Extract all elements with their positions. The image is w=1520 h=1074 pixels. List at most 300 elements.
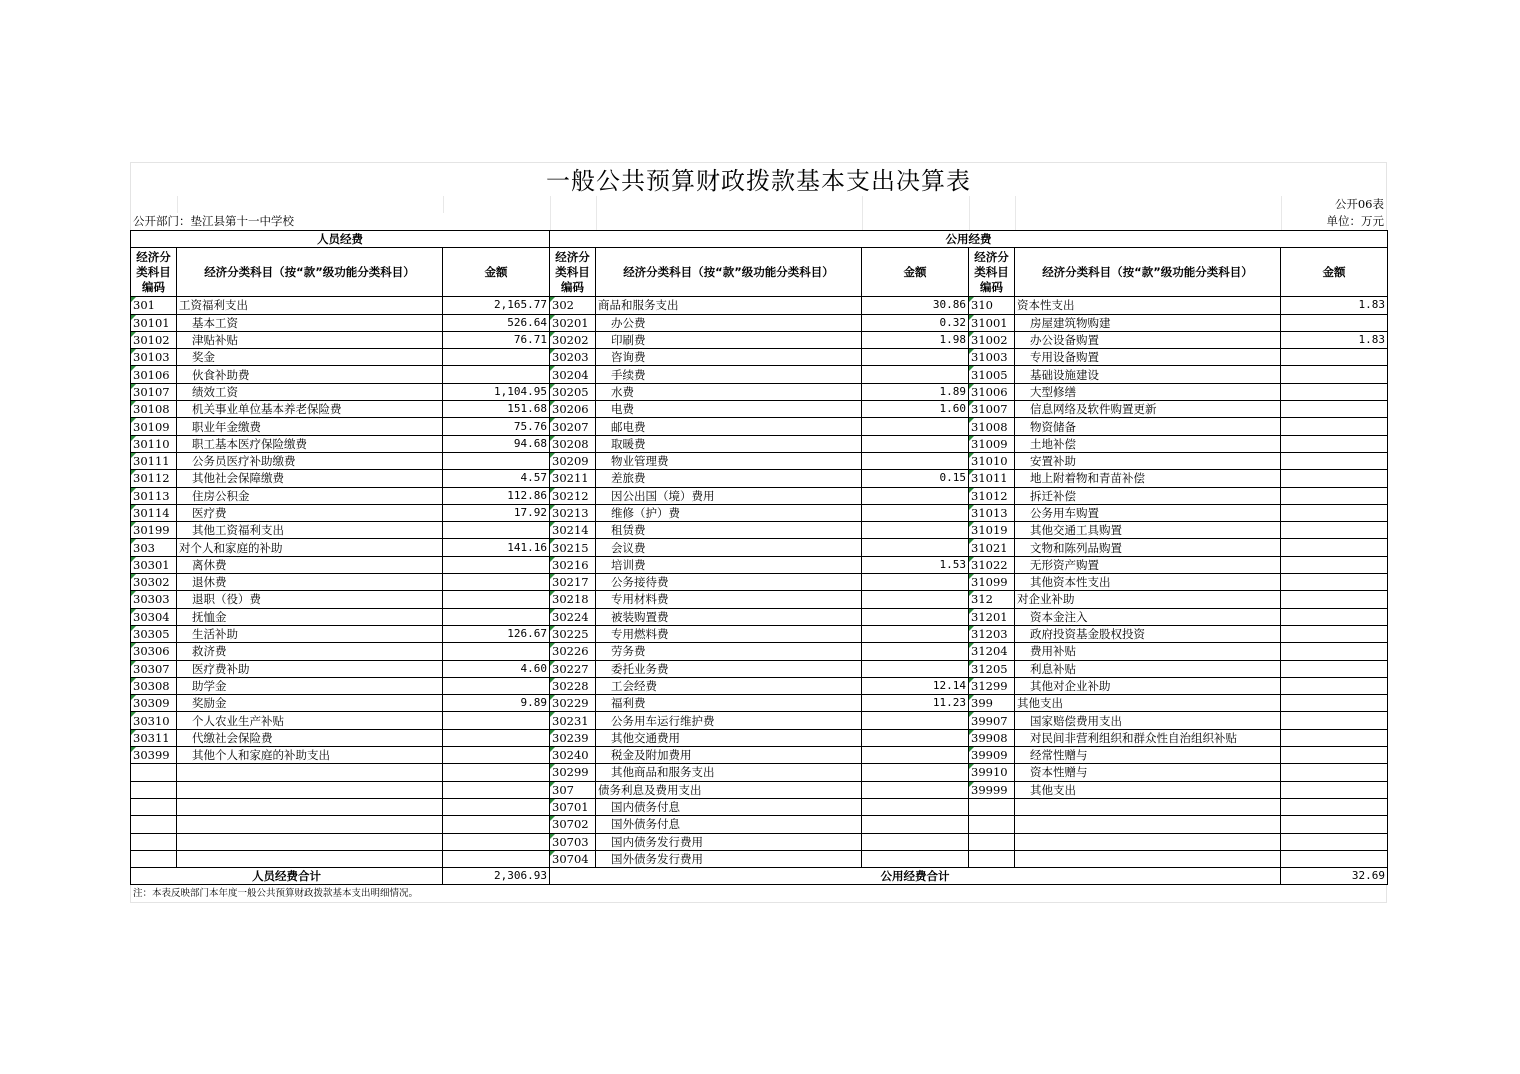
amount-value <box>1281 643 1388 660</box>
account-name: 机关事业单位基本养老保险费 <box>177 401 443 418</box>
amount-value <box>443 574 550 591</box>
table-row <box>131 504 1388 521</box>
account-code: 30204 <box>550 366 596 383</box>
account-name: 政府投资基金股权投资 <box>1015 625 1281 642</box>
account-name: 离休费 <box>177 556 443 573</box>
amount-value <box>443 747 550 764</box>
table-row <box>131 712 1388 729</box>
account-code: 31021 <box>969 539 1015 556</box>
amount-value: 4.57 <box>443 470 550 487</box>
account-code: 312 <box>969 591 1015 608</box>
amount-value <box>1281 608 1388 625</box>
account-code: 30239 <box>550 729 596 746</box>
amount-value <box>1281 539 1388 556</box>
account-name: 国家赔偿费用支出 <box>1015 712 1281 729</box>
account-name: 培训费 <box>596 556 862 573</box>
account-code <box>131 781 177 798</box>
amount-value <box>1281 504 1388 521</box>
account-name: 对民间非营利组织和群众性自治组织补贴 <box>1015 729 1281 746</box>
account-name: 手续费 <box>596 366 862 383</box>
amount-value <box>862 539 969 556</box>
account-code: 39910 <box>969 764 1015 781</box>
account-name: 拆迁补偿 <box>1015 487 1281 504</box>
account-code: 31204 <box>969 643 1015 660</box>
account-name: 国外债务付息 <box>596 816 862 833</box>
account-name: 公务用车购置 <box>1015 504 1281 521</box>
amount-value <box>1281 435 1388 452</box>
amount-value <box>1281 452 1388 469</box>
table-row <box>131 314 1388 331</box>
account-code: 31007 <box>969 401 1015 418</box>
account-name: 救济费 <box>177 643 443 660</box>
amount-value <box>862 747 969 764</box>
header-name: 经济分类科目（按“款”级功能分类科目） <box>177 248 443 297</box>
account-code: 31022 <box>969 556 1015 573</box>
amount-value <box>862 764 969 781</box>
account-code: 30203 <box>550 349 596 366</box>
account-name: 电费 <box>596 401 862 418</box>
account-code: 31002 <box>969 331 1015 348</box>
table-row <box>131 331 1388 348</box>
account-name: 个人农业生产补贴 <box>177 712 443 729</box>
account-code: 39909 <box>969 747 1015 764</box>
amount-value <box>443 712 550 729</box>
amount-value <box>862 418 969 435</box>
account-name: 其他资本性支出 <box>1015 574 1281 591</box>
account-code: 39999 <box>969 781 1015 798</box>
account-code: 30225 <box>550 625 596 642</box>
table-row <box>131 487 1388 504</box>
unit-label: 单位：万元 <box>1326 214 1384 228</box>
account-code: 30231 <box>550 712 596 729</box>
account-code: 30310 <box>131 712 177 729</box>
account-name: 因公出国（境）费用 <box>596 487 862 504</box>
account-name: 伙食补助费 <box>177 366 443 383</box>
account-code: 30304 <box>131 608 177 625</box>
account-name <box>177 833 443 850</box>
account-code: 30101 <box>131 314 177 331</box>
account-code <box>131 833 177 850</box>
account-name: 大型修缮 <box>1015 383 1281 400</box>
table-row <box>131 608 1388 625</box>
header-name: 经济分类科目（按“款”级功能分类科目） <box>596 248 862 297</box>
table-row <box>131 349 1388 366</box>
amount-value: 526.64 <box>443 314 550 331</box>
table-row <box>131 591 1388 608</box>
amount-value: 1.83 <box>1281 297 1388 314</box>
account-name <box>177 798 443 815</box>
account-code: 30111 <box>131 452 177 469</box>
account-name: 文物和陈列品购置 <box>1015 539 1281 556</box>
account-name: 印刷费 <box>596 331 862 348</box>
account-name: 生活补助 <box>177 625 443 642</box>
account-code: 30216 <box>550 556 596 573</box>
account-name: 咨询费 <box>596 349 862 366</box>
account-name: 住房公积金 <box>177 487 443 504</box>
account-code: 30103 <box>131 349 177 366</box>
account-code: 30240 <box>550 747 596 764</box>
amount-value <box>1281 764 1388 781</box>
account-code: 30206 <box>550 401 596 418</box>
amount-value <box>862 349 969 366</box>
table-body <box>131 297 1388 868</box>
account-name: 国内债务付息 <box>596 798 862 815</box>
amount-value <box>443 833 550 850</box>
amount-value: 1.60 <box>862 401 969 418</box>
account-code: 303 <box>131 539 177 556</box>
account-name: 基础设施建设 <box>1015 366 1281 383</box>
account-name: 利息补贴 <box>1015 660 1281 677</box>
account-code: 30112 <box>131 470 177 487</box>
account-name: 其他支出 <box>1015 695 1281 712</box>
account-name: 国外债务发行费用 <box>596 850 862 867</box>
account-name <box>1015 850 1281 867</box>
account-code: 30227 <box>550 660 596 677</box>
account-code: 31008 <box>969 418 1015 435</box>
account-name: 资本性支出 <box>1015 297 1281 314</box>
account-code: 30305 <box>131 625 177 642</box>
account-name: 资本金注入 <box>1015 608 1281 625</box>
amount-value <box>1281 816 1388 833</box>
account-code <box>131 798 177 815</box>
amount-value <box>1281 349 1388 366</box>
public-total-label: 公用经费合计 <box>550 868 1281 885</box>
table-row <box>131 574 1388 591</box>
account-code: 31201 <box>969 608 1015 625</box>
amount-value <box>1281 712 1388 729</box>
department-row <box>130 213 1387 230</box>
account-name: 代缴社会保险费 <box>177 729 443 746</box>
account-code: 30302 <box>131 574 177 591</box>
account-code: 30399 <box>131 747 177 764</box>
account-code: 31013 <box>969 504 1015 521</box>
header-amount: 金额 <box>1281 248 1388 297</box>
amount-value: 11.23 <box>862 695 969 712</box>
table-row <box>131 383 1388 400</box>
account-name: 经常性赠与 <box>1015 747 1281 764</box>
amount-value: 1.53 <box>862 556 969 573</box>
account-name: 国内债务发行费用 <box>596 833 862 850</box>
account-code: 30209 <box>550 452 596 469</box>
account-name: 无形资产购置 <box>1015 556 1281 573</box>
amount-value: 4.60 <box>443 660 550 677</box>
account-code: 30702 <box>550 816 596 833</box>
account-name <box>177 781 443 798</box>
account-code: 30308 <box>131 677 177 694</box>
amount-value: 141.16 <box>443 539 550 556</box>
table-row <box>131 729 1388 746</box>
account-code: 31203 <box>969 625 1015 642</box>
table-row <box>131 798 1388 815</box>
amount-value <box>1281 850 1388 867</box>
account-code: 39907 <box>969 712 1015 729</box>
account-code <box>131 764 177 781</box>
account-code: 30108 <box>131 401 177 418</box>
amount-value <box>862 643 969 660</box>
account-name: 退休费 <box>177 574 443 591</box>
account-code: 30114 <box>131 504 177 521</box>
account-name: 信息网络及软件购置更新 <box>1015 401 1281 418</box>
amount-value <box>862 504 969 521</box>
amount-value <box>1281 401 1388 418</box>
account-name: 助学金 <box>177 677 443 694</box>
amount-value: 76.71 <box>443 331 550 348</box>
account-code <box>969 816 1015 833</box>
account-name: 租赁费 <box>596 522 862 539</box>
amount-value <box>1281 522 1388 539</box>
amount-value <box>1281 591 1388 608</box>
department-name: 公开部门：垫江县第十一中学校 <box>133 214 294 228</box>
account-code: 31299 <box>969 677 1015 694</box>
table-row <box>131 452 1388 469</box>
amount-value <box>862 522 969 539</box>
account-code: 310 <box>969 297 1015 314</box>
table-row <box>131 539 1388 556</box>
personnel-total-value: 2,306.93 <box>443 868 550 885</box>
table-row <box>131 470 1388 487</box>
account-name: 房屋建筑物购建 <box>1015 314 1281 331</box>
account-code: 30224 <box>550 608 596 625</box>
account-name <box>1015 816 1281 833</box>
account-code: 30213 <box>550 504 596 521</box>
amount-value <box>862 712 969 729</box>
table-row <box>131 695 1388 712</box>
account-name: 专用燃料费 <box>596 625 862 642</box>
account-code: 30218 <box>550 591 596 608</box>
table-row <box>131 781 1388 798</box>
amount-value <box>1281 418 1388 435</box>
amount-value: 2,165.77 <box>443 297 550 314</box>
amount-value <box>443 643 550 660</box>
account-code: 30106 <box>131 366 177 383</box>
account-name: 物资储备 <box>1015 418 1281 435</box>
account-code <box>131 816 177 833</box>
account-name: 物业管理费 <box>596 452 862 469</box>
table-row <box>131 850 1388 867</box>
amount-value <box>862 798 969 815</box>
account-name <box>177 850 443 867</box>
account-code: 307 <box>550 781 596 798</box>
table-row <box>131 556 1388 573</box>
account-code: 30102 <box>131 331 177 348</box>
account-code: 399 <box>969 695 1015 712</box>
table-row <box>131 625 1388 642</box>
account-name: 会议费 <box>596 539 862 556</box>
header-amount: 金额 <box>862 248 969 297</box>
amount-value: 126.67 <box>443 625 550 642</box>
account-name: 抚恤金 <box>177 608 443 625</box>
account-code: 30229 <box>550 695 596 712</box>
account-name: 费用补贴 <box>1015 643 1281 660</box>
account-code: 30214 <box>550 522 596 539</box>
account-code: 30205 <box>550 383 596 400</box>
table-row <box>131 401 1388 418</box>
table-row <box>131 643 1388 660</box>
account-name <box>177 816 443 833</box>
amount-value <box>443 764 550 781</box>
amount-value <box>443 850 550 867</box>
table-row <box>131 435 1388 452</box>
account-code: 31005 <box>969 366 1015 383</box>
table-number: 公开06表 <box>1334 197 1384 211</box>
section-personnel: 人员经费 <box>131 231 550 248</box>
account-name: 福利费 <box>596 695 862 712</box>
amount-value <box>862 850 969 867</box>
amount-value: 151.68 <box>443 401 550 418</box>
amount-value: 112.86 <box>443 487 550 504</box>
account-name: 退职（役）费 <box>177 591 443 608</box>
account-code <box>131 850 177 867</box>
account-code: 30107 <box>131 383 177 400</box>
header-amount: 金额 <box>443 248 550 297</box>
amount-value <box>862 591 969 608</box>
account-name: 其他社会保障缴费 <box>177 470 443 487</box>
account-name: 其他工资福利支出 <box>177 522 443 539</box>
public-total-value: 32.69 <box>1281 868 1388 885</box>
amount-value <box>1281 660 1388 677</box>
column-header-row <box>131 248 1388 297</box>
account-code: 30208 <box>550 435 596 452</box>
amount-value <box>862 487 969 504</box>
table-row <box>131 366 1388 383</box>
amount-value <box>862 729 969 746</box>
table-row <box>131 764 1388 781</box>
amount-value <box>1281 574 1388 591</box>
account-code: 30306 <box>131 643 177 660</box>
totals-row <box>131 868 1388 885</box>
account-code: 30703 <box>550 833 596 850</box>
account-name: 奖励金 <box>177 695 443 712</box>
account-code: 30113 <box>131 487 177 504</box>
account-code: 31019 <box>969 522 1015 539</box>
amount-value <box>443 591 550 608</box>
account-name: 劳务费 <box>596 643 862 660</box>
account-code: 30311 <box>131 729 177 746</box>
account-name: 津贴补贴 <box>177 331 443 348</box>
account-code: 30301 <box>131 556 177 573</box>
section-header-row <box>131 231 1388 248</box>
account-code: 31012 <box>969 487 1015 504</box>
amount-value <box>1281 677 1388 694</box>
amount-value: 0.15 <box>862 470 969 487</box>
account-name: 职业年金缴费 <box>177 418 443 435</box>
account-name: 职工基本医疗保险缴费 <box>177 435 443 452</box>
table-row <box>131 747 1388 764</box>
account-name: 基本工资 <box>177 314 443 331</box>
account-name <box>1015 833 1281 850</box>
account-code: 30215 <box>550 539 596 556</box>
amount-value <box>443 729 550 746</box>
amount-value <box>1281 695 1388 712</box>
account-code: 31011 <box>969 470 1015 487</box>
account-name: 公务用车运行维护费 <box>596 712 862 729</box>
amount-value <box>1281 383 1388 400</box>
amount-value <box>1281 625 1388 642</box>
account-name: 工会经费 <box>596 677 862 694</box>
account-name: 办公设备购置 <box>1015 331 1281 348</box>
amount-value <box>862 816 969 833</box>
amount-value <box>443 522 550 539</box>
amount-value <box>862 366 969 383</box>
amount-value <box>1281 729 1388 746</box>
account-code: 30309 <box>131 695 177 712</box>
header-name: 经济分类科目（按“款”级功能分类科目） <box>1015 248 1281 297</box>
personnel-total-label: 人员经费合计 <box>131 868 443 885</box>
account-code: 30701 <box>550 798 596 815</box>
amount-value <box>862 608 969 625</box>
account-code: 30228 <box>550 677 596 694</box>
account-name: 其他支出 <box>1015 781 1281 798</box>
account-code: 39908 <box>969 729 1015 746</box>
table-row <box>131 833 1388 850</box>
account-name: 资本性赠与 <box>1015 764 1281 781</box>
account-name: 专用材料费 <box>596 591 862 608</box>
account-name: 水费 <box>596 383 862 400</box>
account-name: 其他对企业补助 <box>1015 677 1281 694</box>
amount-value: 1.89 <box>862 383 969 400</box>
account-code: 30704 <box>550 850 596 867</box>
amount-value: 12.14 <box>862 677 969 694</box>
section-public: 公用经费 <box>550 231 1388 248</box>
account-code <box>969 798 1015 815</box>
account-name: 医疗费 <box>177 504 443 521</box>
amount-value: 9.89 <box>443 695 550 712</box>
account-name: 税金及附加费用 <box>596 747 862 764</box>
amount-value: 94.68 <box>443 435 550 452</box>
account-code: 31010 <box>969 452 1015 469</box>
amount-value: 1.83 <box>1281 331 1388 348</box>
amount-value <box>1281 487 1388 504</box>
account-name: 对企业补助 <box>1015 591 1281 608</box>
table-row <box>131 418 1388 435</box>
account-name: 地上附着物和青苗补偿 <box>1015 470 1281 487</box>
account-code: 31001 <box>969 314 1015 331</box>
table-row <box>131 522 1388 539</box>
amount-value <box>1281 314 1388 331</box>
report-title: 一般公共预算财政拨款基本支出决算表 <box>130 162 1387 196</box>
account-code: 31006 <box>969 383 1015 400</box>
account-name: 其他商品和服务支出 <box>596 764 862 781</box>
amount-value <box>443 816 550 833</box>
account-name: 邮电费 <box>596 418 862 435</box>
amount-value <box>862 625 969 642</box>
amount-value: 0.32 <box>862 314 969 331</box>
amount-value <box>862 452 969 469</box>
account-code: 30211 <box>550 470 596 487</box>
account-code: 30307 <box>131 660 177 677</box>
table-row <box>131 816 1388 833</box>
amount-value <box>1281 798 1388 815</box>
account-code: 30217 <box>550 574 596 591</box>
amount-value <box>862 833 969 850</box>
account-name: 医疗费补助 <box>177 660 443 677</box>
account-name: 土地补偿 <box>1015 435 1281 452</box>
footnote: 注：本表反映部门本年度一般公共预算财政拨款基本支出明细情况。 <box>130 885 1387 903</box>
account-code: 30110 <box>131 435 177 452</box>
account-code: 30303 <box>131 591 177 608</box>
report-sheet <box>130 162 1387 903</box>
amount-value <box>1281 470 1388 487</box>
account-code: 30207 <box>550 418 596 435</box>
account-code <box>969 833 1015 850</box>
account-name: 被装购置费 <box>596 608 862 625</box>
account-code: 30109 <box>131 418 177 435</box>
account-code: 302 <box>550 297 596 314</box>
table-row <box>131 297 1388 314</box>
account-name: 其他交通工具购置 <box>1015 522 1281 539</box>
account-name: 对个人和家庭的补助 <box>177 539 443 556</box>
header-code: 经济分类科目编码 <box>550 248 596 297</box>
